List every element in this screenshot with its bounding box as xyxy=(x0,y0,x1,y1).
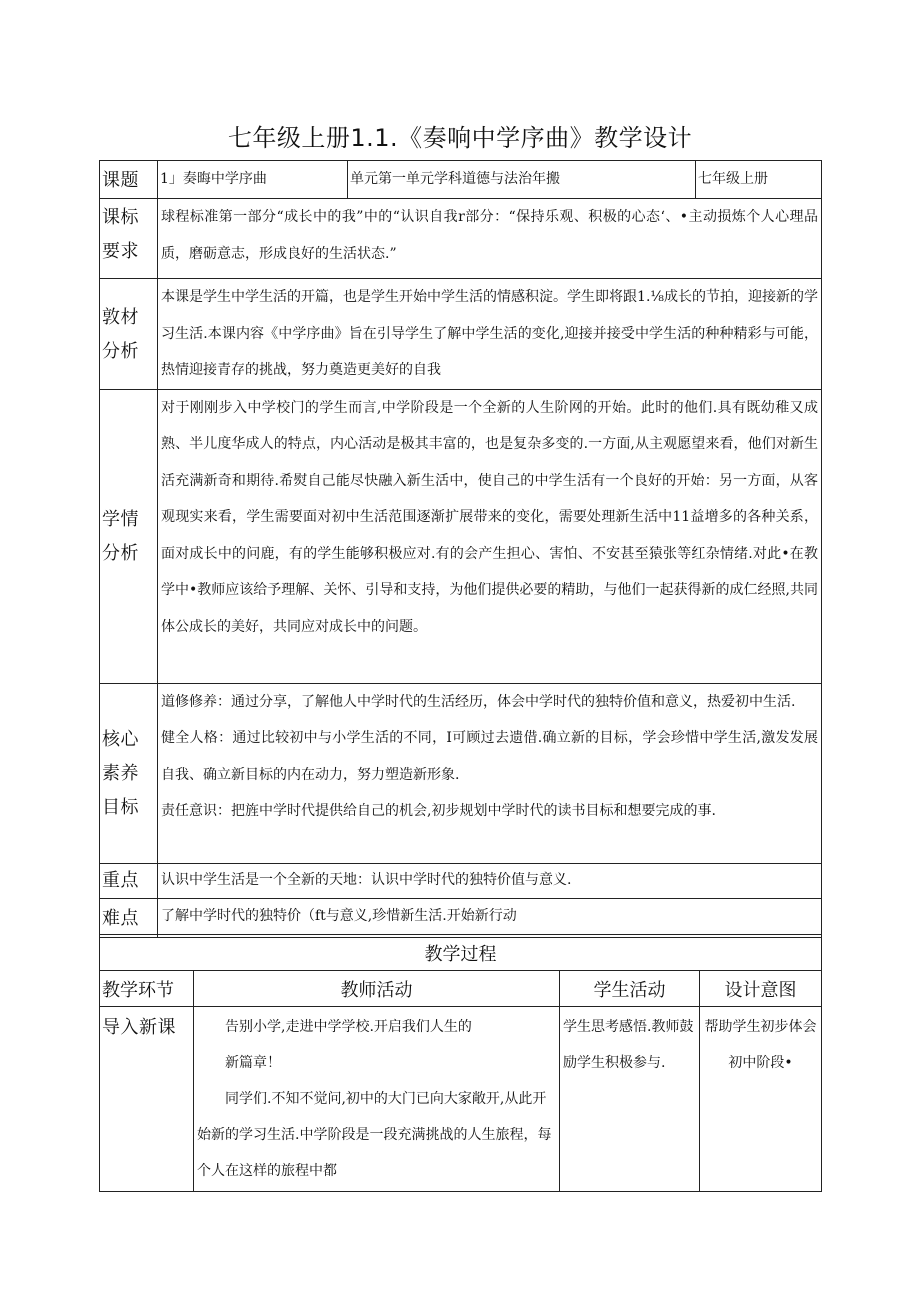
teacher-activity xyxy=(194,1007,560,1192)
row-content xyxy=(158,279,822,390)
row-label: 课标 要求 xyxy=(100,199,158,279)
paragraph: 认识中学生活是一个全新的天地：认识中学时代的独特价值与意义. xyxy=(161,871,572,888)
process-header-row xyxy=(100,971,822,1007)
teacher-line: 告别小学,走进中学学校.开启我们人生的 xyxy=(225,1019,472,1035)
row-label: 学情 分析 xyxy=(100,389,158,683)
lesson-name: 1」奏晦中学序曲 xyxy=(158,161,348,199)
row-label: 核心 素养 目标 xyxy=(100,683,158,863)
row-content xyxy=(158,863,822,898)
header-stage: 教学环节 xyxy=(100,971,194,1007)
stage-name: 导入新课 xyxy=(100,1007,194,1192)
row-content xyxy=(158,199,822,279)
info-row-difficulty xyxy=(100,898,822,937)
info-row-students xyxy=(100,389,822,683)
teacher-line: 新篇章！ xyxy=(225,1055,281,1071)
info-row-textbook xyxy=(100,279,822,390)
info-row-goals xyxy=(100,683,822,863)
info-row-standards xyxy=(100,199,822,279)
paragraph: 了解中学时代的独特价（ft与意义,珍惜新生活.开始新行动 xyxy=(161,907,517,924)
paragraph: 球程标准第一部分“成长中的我”中的“认识自我r部分：“保持乐观、积极的心态‘、•主动损炼个人心理品质，磨砺意志，形成良好的生活状态.” xyxy=(161,209,818,262)
row-label: 重点 xyxy=(100,863,158,898)
teacher-line: 同学们.不知不觉问,初中的大门已向大家敞开,从此开始新的学习生活.中学阶段是一段充满挑战的人生旅程，每个人在这样的旅程中都 xyxy=(197,1091,552,1179)
student-activity: 学生思考感悟.教师鼓励学生积极参与. xyxy=(560,1007,700,1192)
paragraph: 责任意识：把旌中学时代提供给自己的机会,初步规划中学时代的读书目标和想要完成的事. xyxy=(161,803,716,819)
paragraph: 健全人格：通过比较初中与小学生活的不同，I可顾过去遗借.确立新的目标，学会珍惜中学生活,激发发展自我、确立新目标的内在动力，努力塑造新形象. xyxy=(161,730,818,783)
row-content xyxy=(158,898,822,937)
paragraph: 本课是学生中学生活的开篇，也是学生开始中学生活的情感积淀。学生即将跟1.⅛成长的节拍，迎接新的学习生活.本课内容《中学序曲》旨在引导学生了解中学生活的变化,迎接并接受中学生活的种种精彩与可能，热情迎接青存的挑战，努力奠造更美好的自我 xyxy=(161,289,818,378)
teaching-process-table xyxy=(99,934,822,1192)
row-content xyxy=(158,683,822,863)
header-teacher: 教师活动 xyxy=(194,971,560,1007)
row-label: 敦材 分析 xyxy=(100,279,158,390)
lesson-row xyxy=(100,161,822,199)
row-content xyxy=(158,389,822,683)
paragraph: 道修修养：通过分享，了解他人中学时代的生活经历，体会中学时代的独特价值和意义，热爱初中生活. xyxy=(161,693,796,710)
grade: 七年级上册 xyxy=(696,161,822,199)
process-row xyxy=(100,1007,822,1192)
unit-info: 单元第一单元学科道德与法治年搬 xyxy=(348,161,696,199)
row-label: 难点 xyxy=(100,898,158,937)
info-row-key-point xyxy=(100,863,822,898)
paragraph: 对于刚刚步入中学校门的学生而言,中学阶段是一个全新的人生阶网的开始。此时的他们.具有既幼稚又成熟、半儿度华成人的特点，内心活动是极其丰富的，也是复杂多变的.一方面,从主观愿望来看，他们对新生活充满新奇和期待.希熨自己能尽快融入新生活中，使自己的中学生活有一个良好的开始：另一方面，从客观现实来看，学生需要面对初中生活范围逐渐扩展带来的变化，需要处理新生活中11益增多的各种关系，面对成长中的问鹿，有的学生能够积极应对.有的会产生担心、害怕、不安甚至猿张等红杂情绪.对此•在教学中•教师应该给予理解、关怀、引导和支持，为他们提供必要的精助，与他们一起获得新的成仁经照,共同体公成长的美好，共同应对成长中的问题。 xyxy=(161,399,818,635)
header-intent: 设计意图 xyxy=(700,971,822,1007)
process-title: 教学过程 xyxy=(100,935,822,971)
design-intent: 帮助学生初步体会初中阶段• xyxy=(700,1007,822,1192)
document-title: 七年级上册1.1.《奏响中学序曲》教学设计 xyxy=(227,124,693,152)
header-student: 学生活动 xyxy=(560,971,700,1007)
lesson-label: 课题 xyxy=(100,161,158,199)
process-title-row xyxy=(100,935,822,971)
lesson-info-table xyxy=(99,160,822,938)
